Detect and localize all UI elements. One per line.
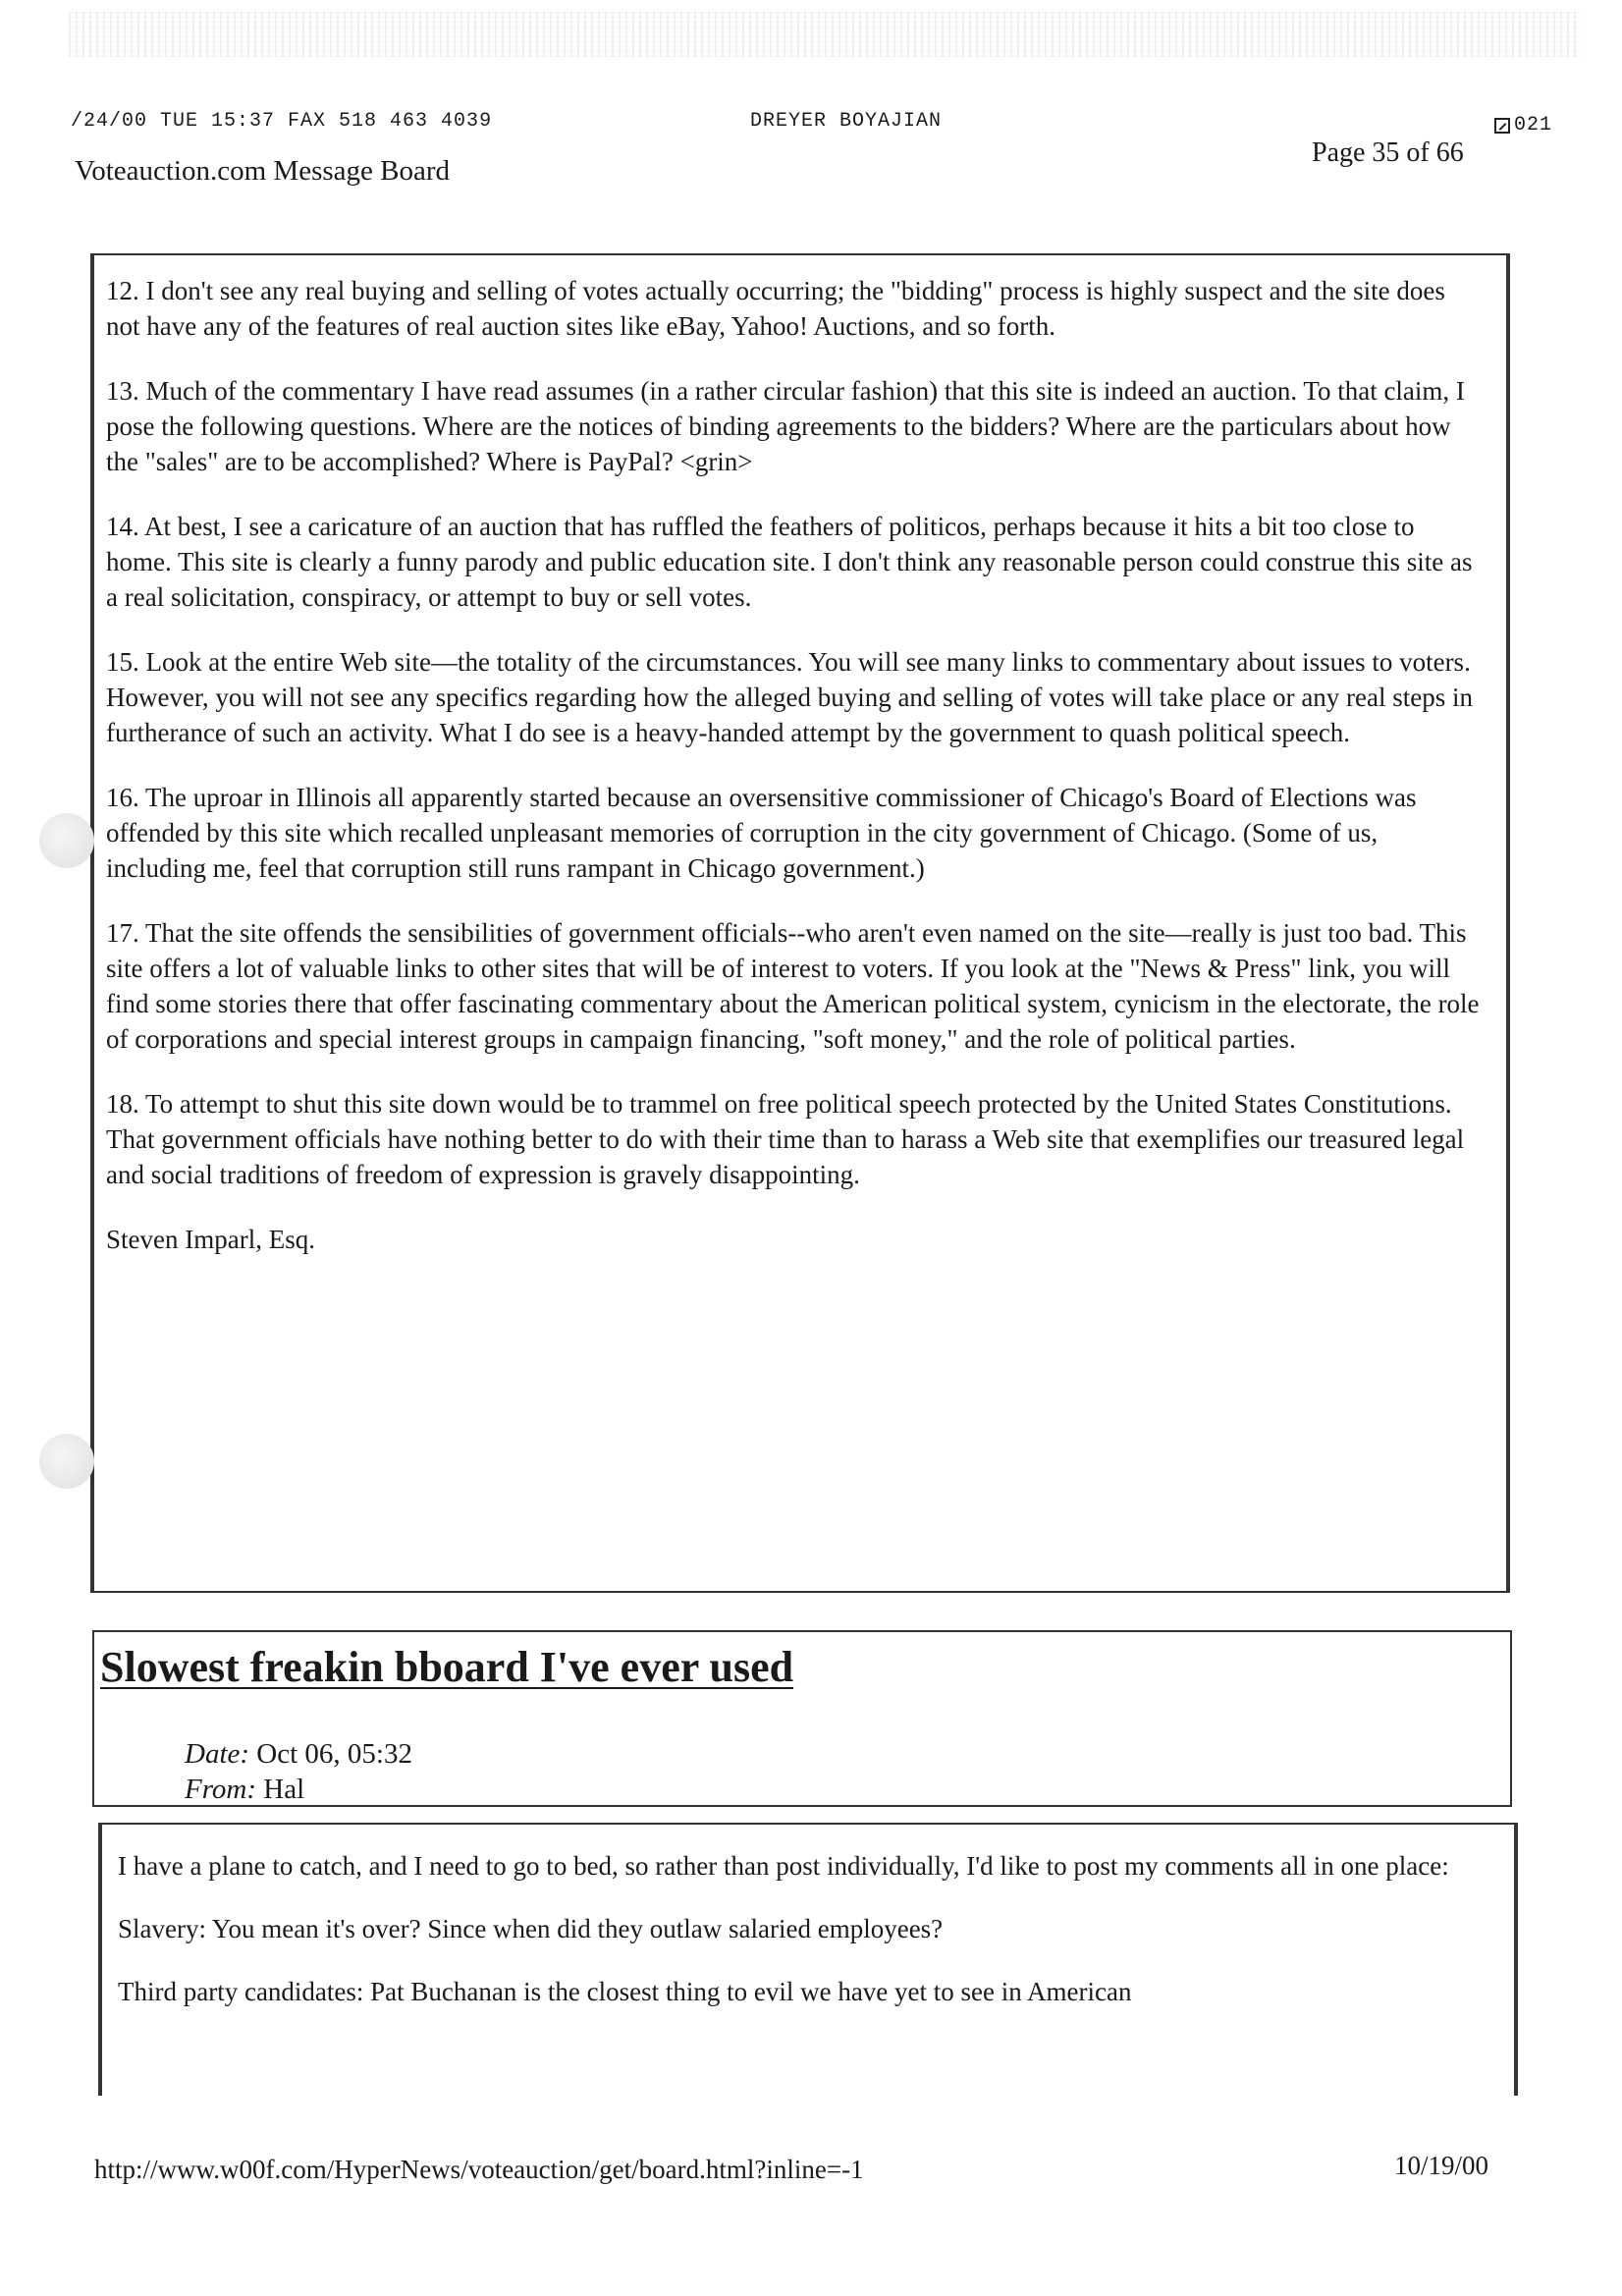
punch-hole-mark: [39, 1434, 94, 1489]
footer-url: http://www.w00f.com/HyperNews/voteauction/get/board.html?inline=-1: [94, 2155, 864, 2184]
footer-date: 10/19/00: [1394, 2151, 1489, 2180]
thread-header-box: [92, 1630, 1512, 1807]
paragraph-16: 16. The uproar in Illinois all apparently started because an oversensitive commissioner of Chicago's Board of Elections was offended by this site which recalled unpleasant memories of corruption in the city government of Chicago. (Some of us, including me, feel that corruption still runs rampant in Chicago government.): [106, 783, 1417, 883]
fax-header-center: DREYER BOYAJIAN: [750, 110, 943, 133]
paragraph-12: 12. I don't see any real buying and selling of votes actually occurring; the "bidding" process is highly suspect and the site does not have any of the features of real auction sites like eBay, Yahoo! Auctions, and so forth.: [106, 276, 1445, 341]
punch-hole-mark: [39, 813, 94, 868]
board-title: Voteauction.com Message Board: [75, 155, 451, 187]
fax-page-icon: [1494, 118, 1510, 134]
post-paragraph: I have a plane to catch, and I need to go to bed, so rather than post individually, I'd like to post my comments all in one place:: [118, 1851, 1449, 1881]
fax-header-left: /24/00 TUE 15:37 FAX 518 463 4039: [71, 110, 493, 133]
page-number: Page 35 of 66: [1312, 137, 1464, 168]
date-label: Date:: [185, 1738, 250, 1770]
thread-title-link[interactable]: Slowest freakin bboard I've ever used: [100, 1643, 794, 1691]
thread-from-row: [185, 1772, 412, 1807]
fax-header-right: [1494, 114, 1552, 137]
thread-meta: [185, 1736, 412, 1807]
paragraph-13: 13. Much of the commentary I have read assumes (in a rather circular fashion) that this site is indeed an auction. To that claim, I pose the following questions. Where are the notices of binding agreements to the bidders? Where are the particulars about how the "sales" are to be accomplished? Where is PayPal? <grin>: [106, 376, 1465, 476]
paragraph-17: 17. That the site offends the sensibilities of government officials--who aren't even named on the site—really is just too bad. This site offers a lot of valuable links to other sites that will be of interest to voters. If you look at the "News & Press" link, you will find some stories there that offer fascinating commentary about the American political system, cynicism in the electorate, the role of corporations and special interest groups in campaign financing, "soft money," and the role of political parties.: [106, 918, 1480, 1054]
post-paragraph: Slavery: You mean it's over? Since when did they outlaw salaried employees?: [118, 1914, 944, 1943]
paragraph-15: 15. Look at the entire Web site—the totality of the circumstances. You will see many links to commentary about issues to voters. However, you will not see any specifics regarding how the alleged buying and selling of votes will take place or any real steps in furtherance of such an activity. What I do see is a heavy-handed attempt by the government to quash political speech.: [106, 647, 1474, 747]
paragraph-18: 18. To attempt to shut this site down would be to trammel on free political speech protected by the United States Constitutions. That government officials have nothing better to do with their time than to harass a Web site that exemplifies our treasured legal and social traditions of freedom of expression is gravely disappointing.: [106, 1089, 1465, 1189]
fax-page-code: 021: [1514, 114, 1553, 137]
paragraph-14: 14. At best, I see a caricature of an auction that has ruffled the feathers of politicos, perhaps because it hits a bit too close to home. This site is clearly a funny parody and public education site. I don't think any reasonable person could construe this site as a real solicitation, conspiracy, or attempt to buy or sell votes.: [106, 512, 1473, 612]
from-value: Hal: [263, 1774, 305, 1805]
fax-header: [71, 110, 1563, 139]
post-paragraph: Third party candidates: Pat Buchanan is the closest thing to evil we have yet to see in American: [118, 1977, 1132, 2006]
from-label: From:: [185, 1774, 257, 1805]
fax-noise-strip: [69, 12, 1581, 57]
date-value: Oct 06, 05:32: [256, 1738, 412, 1770]
signature: Steven Imparl, Esq.: [106, 1225, 315, 1254]
thread-date-row: [185, 1736, 412, 1772]
post-body-box: [98, 1823, 1518, 2096]
comment-body-box: [90, 253, 1510, 1593]
